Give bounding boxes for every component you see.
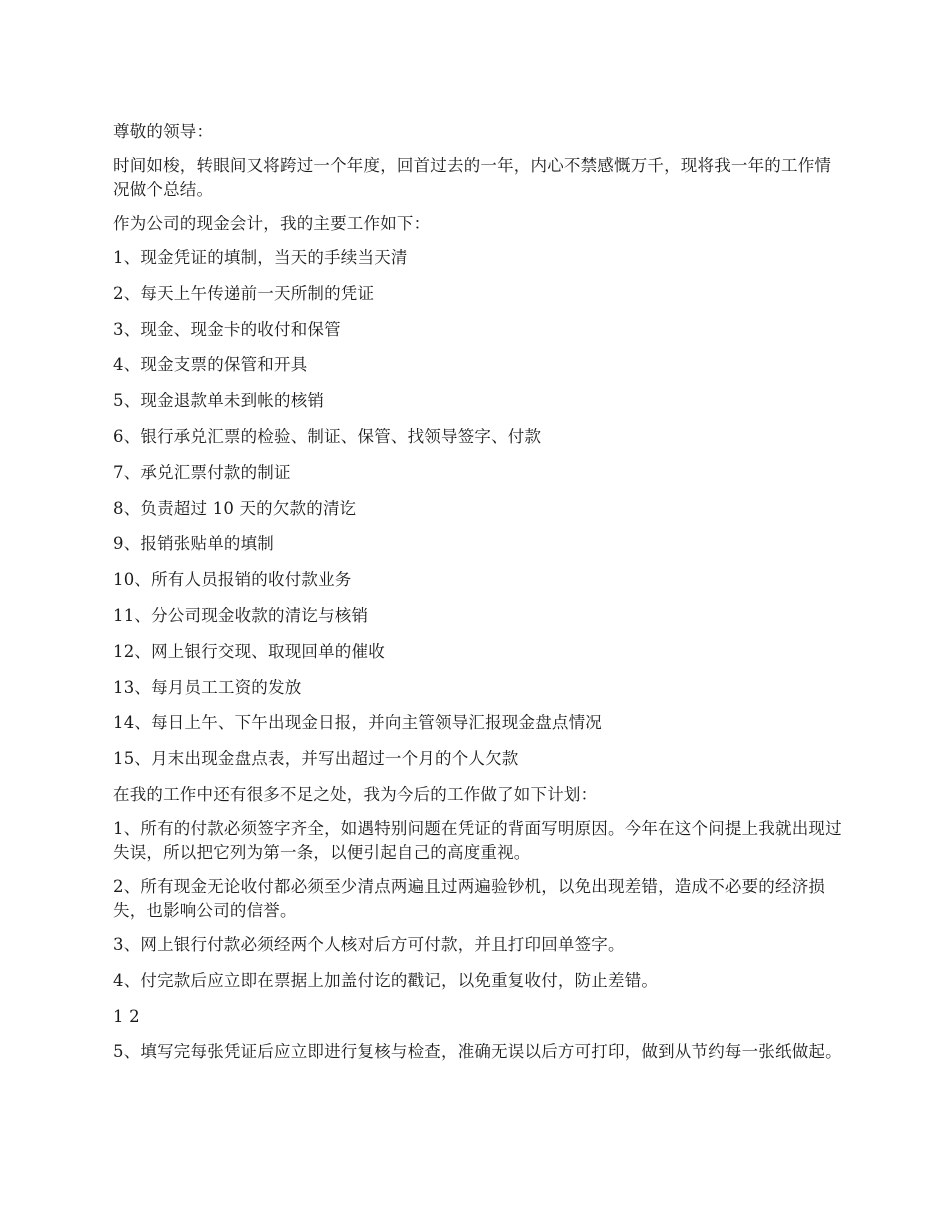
duty-item: 12、网上银行交现、取现回单的催收 xyxy=(113,641,385,661)
duty-item: 7、承兑汇票付款的制证 xyxy=(113,462,291,482)
duty-item: 13、每月员工工资的发放 xyxy=(113,677,302,697)
document-body xyxy=(113,120,843,1074)
plan-item: 2、所有现金无论收付都必须至少清点两遍且过两遍验钞机，以免出现差错，造成不必要的经济损失，也影响公司的信誉。 xyxy=(113,876,826,920)
duty-item: 1、现金凭证的填制，当天的手续当天清 xyxy=(113,248,408,267)
duty-item: 9、报销张贴单的填制 xyxy=(113,534,274,554)
duty-item: 14、每日上午、下午出现金日报，并向主管领导汇报现金盘点情况 xyxy=(113,713,602,733)
duty-item: 5、现金退款单未到帐的核销 xyxy=(113,391,325,411)
plan-item: 3、网上银行付款必须经两个人核对后方可付款，并且打印回单签字。 xyxy=(113,934,625,954)
salutation: 尊敬的领导： xyxy=(113,122,214,141)
page-marker: 1 2 xyxy=(113,1006,140,1026)
plan-item: 4、付完款后应立即在票据上加盖付讫的戳记，以免重复收付，防止差错。 xyxy=(113,970,659,990)
plan-item: 5、填写完每张凭证后应立即进行复核与检查，准确无误以后方可打印，做到从节约每一张纸做起。 xyxy=(113,1042,842,1062)
intro-paragraph: 时间如梭，转眼间又将跨过一个年度，回首过去的一年，内心不禁感慨万千，现将我一年的工作情况做个总结。 xyxy=(113,156,832,199)
duty-item: 4、现金支票的保管和开具 xyxy=(113,355,308,375)
duty-item: 15、月末出现金盘点表，并写出超过一个月的个人欠款 xyxy=(113,749,519,769)
duty-item: 10、所有人员报销的收付款业务 xyxy=(113,570,352,590)
duties-heading: 作为公司的现金会计，我的主要工作如下： xyxy=(113,214,431,233)
plans-heading: 在我的工作中还有很多不足之处，我为今后的工作做了如下计划： xyxy=(113,784,598,804)
duty-item: 3、现金、现金卡的收付和保管 xyxy=(113,319,341,339)
duty-item: 6、银行承兑汇票的检验、制证、保管、找领导签字、付款 xyxy=(113,426,542,446)
duty-item: 11、分公司现金收款的清讫与核销 xyxy=(113,605,369,625)
plan-item: 1、所有的付款必须签字齐全，如遇特别问题在凭证的背面写明原因。今年在这个问提上我就出现过失误，所以把它列为第一条，以便引起自己的高度重视。 xyxy=(113,818,842,862)
duty-item: 8、负责超过 10 天的欠款的清讫 xyxy=(113,498,357,518)
duty-item: 2、每天上午传递前一天所制的凭证 xyxy=(113,283,375,303)
